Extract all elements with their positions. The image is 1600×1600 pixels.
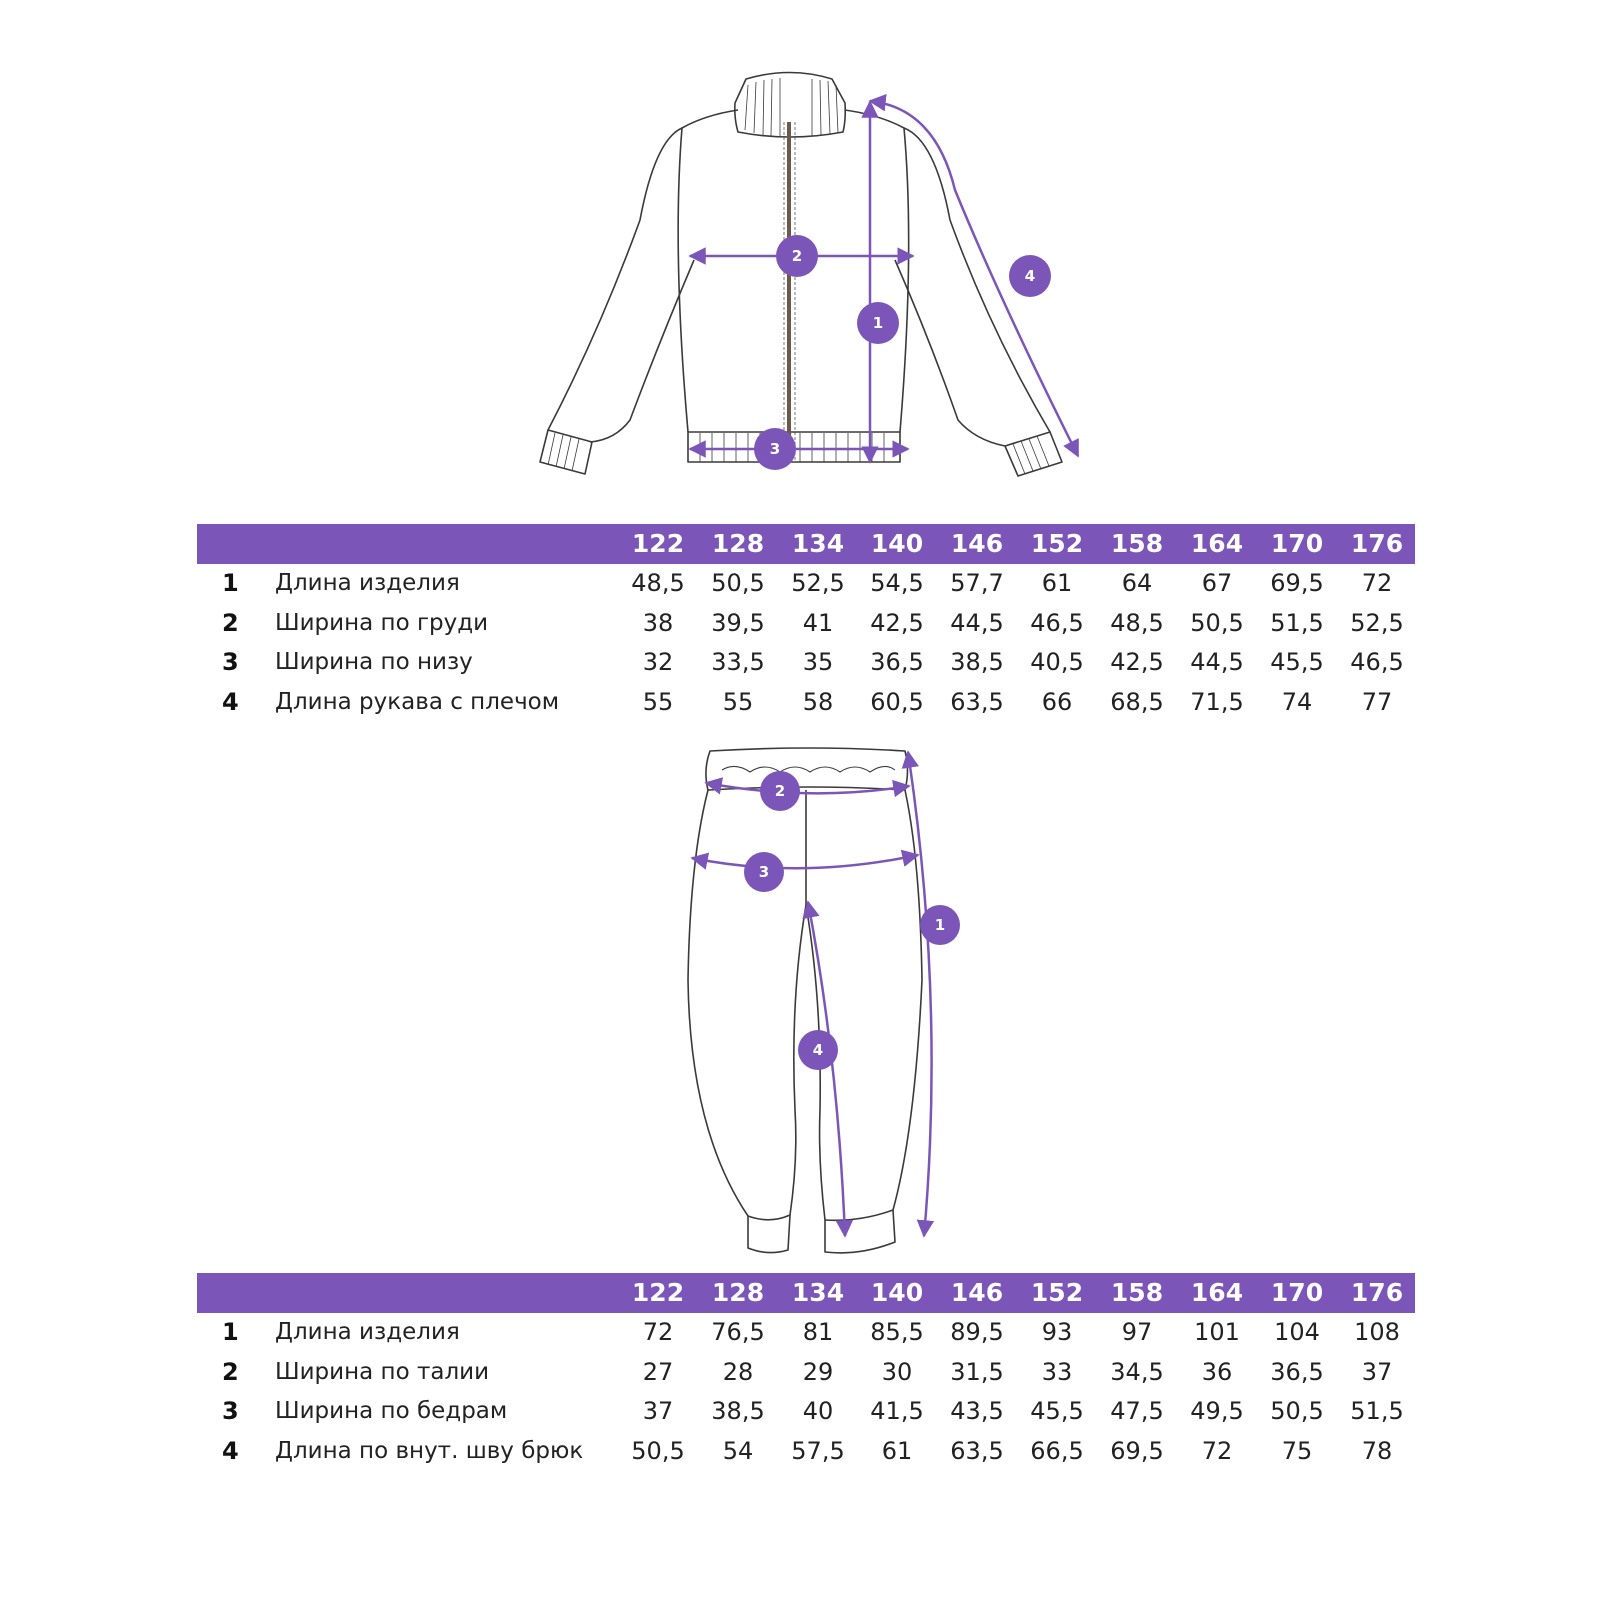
table-cell: 45,5 — [1030, 1397, 1084, 1425]
table-cell: 42,5 — [870, 608, 924, 637]
size-header: 134 — [791, 529, 845, 558]
size-header: 122 — [631, 1278, 685, 1307]
table-cell: 85,5 — [870, 1318, 924, 1346]
row-number: 4 — [222, 687, 239, 716]
table-cell: 42,5 — [1110, 648, 1164, 676]
table-cell: 41 — [802, 608, 834, 637]
table-cell: 77 — [1361, 687, 1393, 716]
table-cell: 30 — [881, 1357, 913, 1386]
row-number: 2 — [222, 1357, 239, 1386]
table-cell: 55 — [642, 687, 674, 716]
svg-text:4: 4 — [1024, 267, 1036, 285]
size-header: 122 — [631, 529, 685, 558]
table-cell: 72 — [1361, 569, 1393, 597]
pants-table-header — [197, 1273, 1415, 1313]
pants-marker-4 — [798, 1030, 838, 1070]
table-cell: 50,5 — [711, 569, 765, 597]
table-cell: 75 — [1281, 1436, 1313, 1465]
table-cell: 63,5 — [950, 1436, 1004, 1465]
row-label: Длина по внут. шву брюк — [275, 1437, 584, 1464]
table-cell: 33 — [1041, 1357, 1073, 1386]
table-cell: 81 — [802, 1318, 834, 1346]
table-cell: 50,5 — [1190, 608, 1244, 637]
table-cell: 37 — [1361, 1357, 1393, 1386]
svg-text:3: 3 — [769, 440, 781, 458]
jacket-marker-3 — [754, 428, 796, 470]
table-cell: 38 — [642, 608, 674, 637]
svg-text:1: 1 — [872, 314, 884, 332]
table-cell: 74 — [1281, 687, 1313, 716]
table-cell: 33,5 — [711, 648, 765, 676]
table-cell: 29 — [802, 1357, 834, 1386]
table-cell: 48,5 — [1110, 608, 1164, 637]
table-cell: 48,5 — [631, 569, 685, 597]
table-cell: 36,5 — [1270, 1357, 1324, 1386]
pants-marker-1 — [920, 905, 960, 945]
size-header: 164 — [1190, 529, 1244, 558]
table-cell: 51,5 — [1270, 608, 1324, 637]
row-label: Ширина по низу — [275, 649, 473, 675]
table-row — [197, 683, 1415, 723]
size-header: 146 — [950, 1278, 1004, 1307]
table-cell: 78 — [1361, 1436, 1393, 1465]
table-cell: 54,5 — [870, 569, 924, 597]
table-cell: 97 — [1121, 1318, 1153, 1346]
size-header: 170 — [1270, 529, 1324, 558]
table-row — [197, 1313, 1415, 1353]
svg-text:2: 2 — [791, 247, 803, 265]
row-label: Длина изделия — [275, 1319, 460, 1345]
row-number: 2 — [222, 608, 239, 637]
svg-text:3: 3 — [758, 863, 770, 881]
svg-text:4: 4 — [812, 1041, 824, 1059]
row-number: 1 — [222, 569, 239, 597]
jacket-table-header — [197, 524, 1415, 564]
table-cell: 47,5 — [1110, 1397, 1164, 1425]
table-cell: 45,5 — [1270, 648, 1324, 676]
table-cell: 72 — [642, 1318, 674, 1346]
table-cell: 58 — [802, 687, 834, 716]
table-row — [197, 1432, 1415, 1472]
size-header: 140 — [870, 529, 924, 558]
table-cell: 61 — [881, 1436, 913, 1465]
table-cell: 66,5 — [1030, 1436, 1084, 1465]
pants-marker-2 — [760, 771, 800, 811]
jacket-marker-2 — [776, 235, 818, 277]
table-cell: 101 — [1194, 1318, 1240, 1346]
jacket-marker-1 — [857, 302, 899, 344]
row-number: 4 — [222, 1436, 239, 1465]
table-row — [197, 1392, 1415, 1432]
table-row — [197, 604, 1415, 644]
table-cell: 40,5 — [1030, 648, 1084, 676]
table-cell: 35 — [802, 648, 834, 676]
table-cell: 93 — [1041, 1318, 1073, 1346]
table-row — [197, 564, 1415, 604]
pants-outline — [688, 748, 922, 1253]
pants-measure-lines — [692, 752, 932, 1236]
table-cell: 49,5 — [1190, 1397, 1244, 1425]
table-cell: 46,5 — [1350, 648, 1404, 676]
row-label: Ширина по груди — [275, 609, 489, 636]
row-number: 1 — [222, 1318, 239, 1346]
size-header: 140 — [870, 1278, 924, 1307]
table-cell: 38,5 — [950, 648, 1004, 676]
table-cell: 72 — [1201, 1436, 1233, 1465]
table-row — [197, 643, 1415, 683]
table-cell: 46,5 — [1030, 608, 1084, 637]
table-cell: 55 — [722, 687, 754, 716]
table-cell: 52,5 — [791, 569, 845, 597]
jacket-illustration — [520, 60, 1100, 490]
row-label: Ширина по талии — [275, 1358, 490, 1385]
table-cell: 39,5 — [711, 608, 765, 637]
jacket-size-table — [197, 524, 1415, 722]
row-number: 3 — [222, 1397, 239, 1425]
table-cell: 31,5 — [950, 1357, 1004, 1386]
table-cell: 67 — [1201, 569, 1233, 597]
row-label: Ширина по бедрам — [275, 1398, 508, 1424]
row-label: Длина рукава с плечом — [275, 688, 560, 715]
table-cell: 60,5 — [870, 687, 924, 716]
size-header: 158 — [1110, 529, 1164, 558]
row-number: 3 — [222, 648, 239, 676]
table-cell: 64 — [1121, 569, 1153, 597]
table-cell: 38,5 — [711, 1397, 765, 1425]
table-cell: 108 — [1354, 1318, 1400, 1346]
size-header: 176 — [1350, 1278, 1404, 1307]
table-cell: 40 — [802, 1397, 834, 1425]
table-cell: 63,5 — [950, 687, 1004, 716]
table-cell: 69,5 — [1270, 569, 1324, 597]
table-cell: 34,5 — [1110, 1357, 1164, 1386]
jacket-marker-4 — [1009, 255, 1051, 297]
table-cell: 41,5 — [870, 1397, 924, 1425]
table-row — [197, 1353, 1415, 1393]
table-cell: 61 — [1041, 569, 1073, 597]
table-cell: 54 — [722, 1436, 754, 1465]
table-cell: 37 — [642, 1397, 674, 1425]
size-header: 146 — [950, 529, 1004, 558]
pants-measure-hips — [692, 855, 918, 868]
table-cell: 68,5 — [1110, 687, 1164, 716]
pants-illustration — [660, 740, 960, 1260]
table-cell: 76,5 — [711, 1318, 765, 1346]
table-cell: 44,5 — [950, 608, 1004, 637]
table-cell: 52,5 — [1350, 608, 1404, 637]
row-label: Длина изделия — [275, 570, 460, 596]
table-cell: 66 — [1041, 687, 1073, 716]
table-cell: 36 — [1201, 1357, 1233, 1386]
svg-text:1: 1 — [934, 916, 946, 934]
table-cell: 69,5 — [1110, 1436, 1164, 1465]
pants-marker-3 — [744, 852, 784, 892]
size-header: 164 — [1190, 1278, 1244, 1307]
table-cell: 32 — [642, 648, 674, 676]
table-cell: 57,7 — [950, 569, 1004, 597]
table-cell: 44,5 — [1190, 648, 1244, 676]
size-header: 134 — [791, 1278, 845, 1307]
size-header: 176 — [1350, 529, 1404, 558]
table-cell: 51,5 — [1350, 1397, 1404, 1425]
table-cell: 50,5 — [631, 1436, 685, 1465]
pants-size-table — [197, 1273, 1415, 1471]
table-cell: 27 — [642, 1357, 674, 1386]
table-cell: 57,5 — [791, 1436, 845, 1465]
table-cell: 43,5 — [950, 1397, 1004, 1425]
table-cell: 104 — [1274, 1318, 1320, 1346]
table-cell: 28 — [722, 1357, 754, 1386]
table-cell: 36,5 — [870, 648, 924, 676]
size-header: 128 — [711, 529, 765, 558]
table-cell: 50,5 — [1270, 1397, 1324, 1425]
table-cell: 71,5 — [1190, 687, 1244, 716]
size-header: 170 — [1270, 1278, 1324, 1307]
svg-text:2: 2 — [774, 782, 786, 800]
size-header: 152 — [1030, 529, 1084, 558]
table-cell: 89,5 — [950, 1318, 1004, 1346]
size-header: 152 — [1030, 1278, 1084, 1307]
size-header: 158 — [1110, 1278, 1164, 1307]
size-header: 128 — [711, 1278, 765, 1307]
